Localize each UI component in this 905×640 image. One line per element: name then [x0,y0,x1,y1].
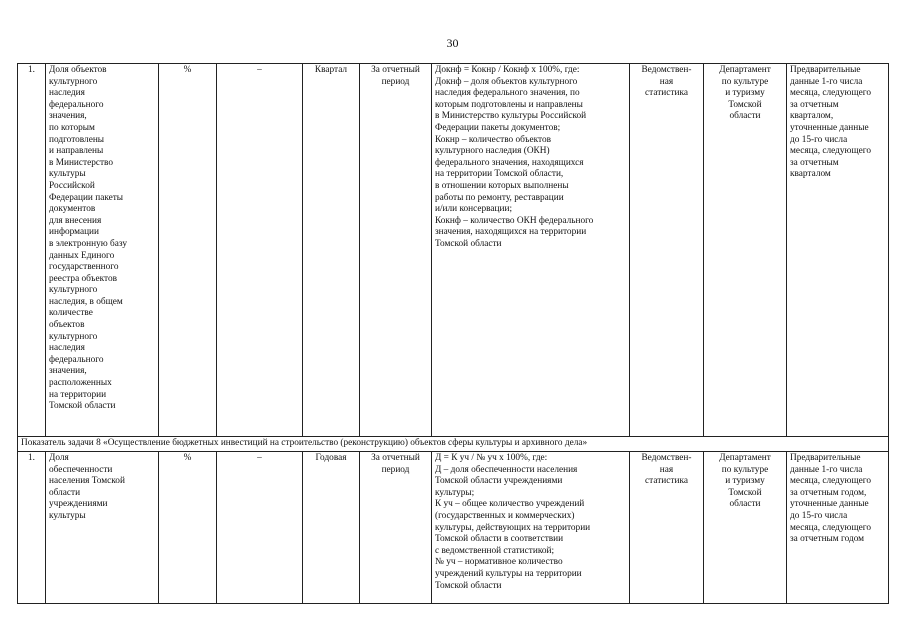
formula-cell: Д = К уч / № уч х 100%, где: Д – доля обеспеченности населения Томской области учреждениями культуры; К уч – общее количество учреждений (государственных и коммерческих) культуры, действующих на территории Томской области в соответствии с ведомственной статистикой; № уч – нормативное количество учреждений культуры на территории Томской области [432,452,630,604]
section-header-row [18,437,889,452]
row-number: 1. [18,452,46,604]
formula-cell: Докнф = Кокнр / Кокнф x 100%, где: Докнф – доля объектов культурного наследия федерального значения, по которым подготовлены и направлены в Министерство культуры Российской Федерации пакеты документов; Кокнр – количество объектов культурного наследия (ОКН) федерального значения, находящихся на территории Томской области, в отношении которых выполнены работы по ремонту, реставрации и/или консервации; Кокнф – количество ОКН федерального значения, находящихся на территории Томской области [432,64,630,437]
periodicity-cell: Квартал [303,64,360,437]
unit-cell: % [159,64,217,437]
source-cell: Ведомствен- ная статистика [630,64,704,437]
indicators-table [17,63,889,604]
dash-cell: – [217,452,303,604]
indicator-name: Доля обеспеченности населения Томской области учреждениями культуры [46,452,159,604]
periodicity-cell: Годовая [303,452,360,604]
section-header: Показатель задачи 8 «Осуществление бюджетных инвестиций на строительство (реконструкцию) объектов сферы культуры и архивного дела» [18,437,889,452]
deadline-cell: Предварительные данные 1-го числа месяца, следующего за отчетным кварталом, уточненные данные до 15-го числа месяца, следующего за отчетным кварталом [787,64,889,437]
indicator-name: Доля объектов культурного наследия федерального значения, по которым подготовлены и направлены в Министерство культуры Российской Федерации пакеты документов для внесения информации в электронную базу данных Единого государственного реестра объектов культурного наследия, в общем количестве объектов культурного наследия федерального значения, расположенных на территории Томской области [46,64,159,437]
responsible-cell: Департамент по культуре и туризму Томской области [704,452,787,604]
table-row [18,64,889,437]
row-number: 1. [18,64,46,437]
period-cell: За отчетный период [360,64,432,437]
table-row [18,452,889,604]
dash-cell: – [217,64,303,437]
source-cell: Ведомствен- ная статистика [630,452,704,604]
responsible-cell: Департамент по культуре и туризму Томской области [704,64,787,437]
period-cell: За отчетный период [360,452,432,604]
unit-cell: % [159,452,217,604]
deadline-cell: Предварительные данные 1-го числа месяца, следующего за отчетным годом, уточненные данные до 15-го числа месяца, следующего за отчетным годом [787,452,889,604]
page-number: 30 [446,36,459,50]
